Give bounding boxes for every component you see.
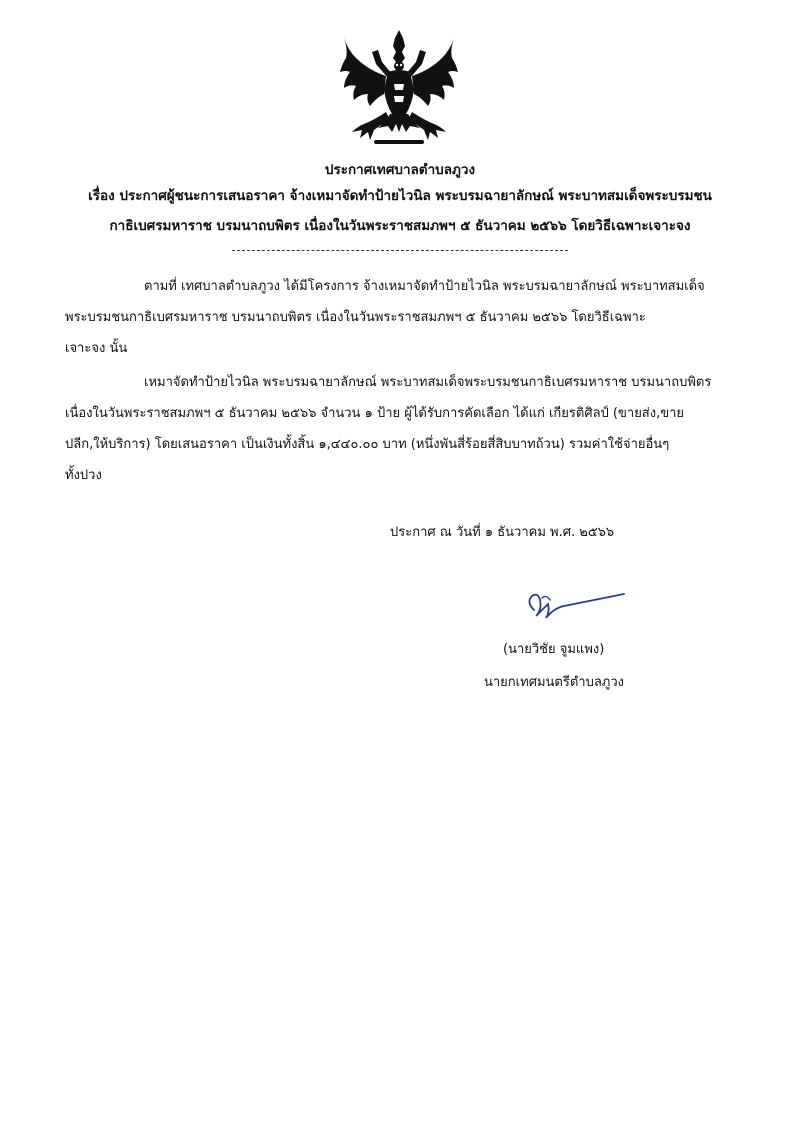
body-text-line: พระบรมชนกาธิเบศรมหาราช บรมนาถบพิตร เนื่องในวันพระราชสมภพฯ ๕ ธันวาคม ๒๕๖๖ โดยวิธีเฉพาะ	[65, 310, 646, 325]
document-title: ประกาศเทศบาลตำบลภูวง	[324, 162, 476, 178]
handwritten-signature	[520, 588, 630, 624]
body-text-line: ตามที่ เทศบาลตำบลภูวง ได้มีโครงการ จ้างเหมาจัดทำป้ายไวนิล พระบรมฉายาลักษณ์ พระบาทสมเด็จ	[144, 279, 705, 294]
signer-name: (นายวิชัย จูมแพง)	[503, 642, 605, 657]
body-text-line: เหมาจัดทำป้ายไวนิล พระบรมฉายาลักษณ์ พระบาทสมเด็จพระบรมชนกาธิเบศรมหาราช บรมนาถบพิตร	[144, 375, 712, 390]
divider	[232, 250, 568, 251]
announcement-date: ประกาศ ณ วันที่ ๑ ธันวาคม พ.ศ. ๒๕๖๖	[390, 525, 615, 540]
body-text-line: ปลีก,ให้บริการ) โดยเสนอราคา เป็นเงินทั้งสิ้น ๑,๔๔๐.๐๐ บาท (หนึ่งพันสี่ร้อยสี่สิบบาทถ้วน) รวมค่าใช้จ่ายอื่นๆ	[65, 437, 670, 452]
body-text-line: เจาะจง นั้น	[65, 341, 128, 356]
signer-position: นายกเทศมนตรีตำบลภูวง	[484, 675, 624, 690]
subject-line: กาธิเบศรมหาราช บรมนาถบพิตร เนื่องในวันพระราชสมภพฯ ๕ ธันวาคม ๒๕๖๖ โดยวิธีเฉพาะเจาะจง	[109, 218, 691, 234]
garuda-emblem-icon	[338, 28, 460, 146]
subject-line: เรื่อง ประกาศผู้ชนะการเสนอราคา จ้างเหมาจัดทำป้ายไวนิล พระบรมฉายาลักษณ์ พระบาทสมเด็จพระบรมชน	[88, 188, 712, 204]
body-text-line: ทั้งปวง	[65, 468, 102, 483]
body-text-line: เนื่องในวันพระราชสมภพฯ ๕ ธันวาคม ๒๕๖๖ จำนวน ๑ ป้าย ผู้ได้รับการคัดเลือก ได้แก่ เกียรติศิลป์ (ขายส่ง,ขาย	[65, 406, 685, 421]
